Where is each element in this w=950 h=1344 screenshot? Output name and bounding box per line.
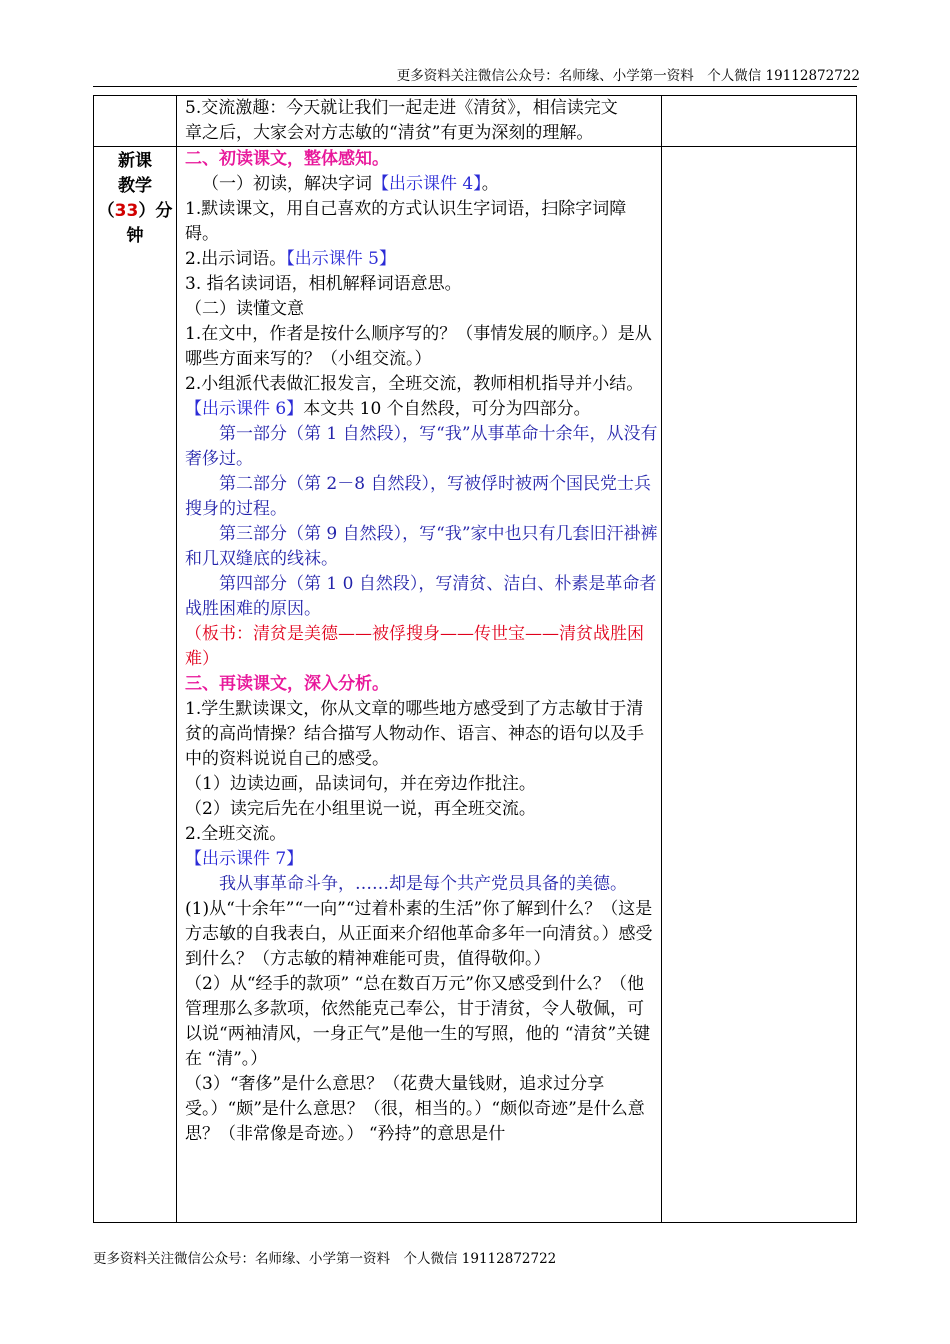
- part-four: 第四部分（第 1 0 自然段），写清贫、洁白、朴素是革命者战胜困难的原因。: [185, 574, 657, 619]
- analysis-1: 1.学生默读课文，你从文章的哪些地方感受到了方志敏甘于清贫的高尚情操？结合描写人物动作、语言、神态的语句以及手中的资料说说自己的感受。: [185, 699, 644, 769]
- analysis-2: 2.全班交流。: [185, 824, 287, 844]
- part-one: 第一部分（第 1 自然段），写“我”从事革命十余年，从没有奢侈过。: [185, 424, 658, 469]
- courseware-6-link: 【出示课件 6】: [185, 399, 304, 419]
- content-cell: [177, 96, 662, 147]
- minutes-value: 33: [114, 201, 139, 221]
- header-rule: [93, 86, 857, 87]
- side-label-line1: 新课: [118, 151, 152, 171]
- section-three-title: 三、再读课文，深入分析。: [185, 674, 389, 694]
- courseware-7-link: 【出示课件 7】: [185, 849, 304, 869]
- courseware-6: 【出示课件 6】本文共 10 个自然段，可分为四部分。: [185, 399, 591, 419]
- activity-1: （1）边读边画，品读词句，并在旁边作批注。: [185, 774, 536, 794]
- part-three: 第三部分（第 9 自然段），写“我”家中也只有几套旧汗褂裤和几双缝底的线袜。: [185, 524, 658, 569]
- intro-line-1: 5.交流激趣：今天就让我们一起走进《清贫》，相信读完文: [185, 98, 618, 118]
- subsection-read: （一）初读，解决字词【出示课件 4】。: [202, 174, 499, 194]
- notes-cell: [662, 96, 857, 147]
- side-cell: [94, 147, 177, 1223]
- intro-line-2: 章之后，大家会对方志敏的“清贫”有更为深刻的理解。: [185, 123, 594, 143]
- question-2: 2.小组派代表做汇报发言，全班交流，教师相机指导并小结。: [185, 374, 644, 394]
- page-footer: 更多资料关注微信公众号：名师缘、小学第一资料 个人微信 19112872722: [93, 1251, 557, 1267]
- activity-2: （2）读完后先在小组里说一说，再全班交流。: [185, 799, 536, 819]
- table-row: [94, 147, 857, 1223]
- discussion-2: （2）从“经手的款项” “总在数百万元”你又感受到什么？（他管理那么多款项，依然能克己奉公，甘于清贫，令人敬佩，可以说“两袖清风，一身正气”是他一生的写照，他的 “清贫”关键在 “清”。）: [185, 974, 651, 1069]
- discussion-3: （3）“奢侈”是什么意思？（花费大量钱财，追求过分享受。）“颇”是什么意思？（很，相当的。）“颇似奇迹”是什么意思？（非常像是奇迹。） “矜持”的意思是什: [185, 1074, 645, 1144]
- subsection-understand: （二）读懂文意: [185, 299, 304, 319]
- board-note: （板书：清贫是美德——被俘搜身——传世宝——清贫战胜困难）: [185, 624, 644, 669]
- step-2: 2.出示词语。【出示课件 5】: [185, 249, 396, 269]
- side-label-line2: 教学: [118, 176, 152, 196]
- question-1: 1.在文中，作者是按什么顺序写的？（事情发展的顺序。）是从哪些方面来写的？（小组交流。）: [185, 324, 652, 369]
- content-cell: [177, 147, 662, 1223]
- courseware-4-link: 【出示课件 4】: [372, 174, 482, 194]
- part-two: 第二部分（第 2－8 自然段），写被俘时被两个国民党士兵搜身的过程。: [185, 474, 651, 519]
- lesson-plan-table: [93, 95, 857, 1223]
- side-label-line4: 钟: [126, 226, 144, 246]
- side-label-time: （33）分: [97, 201, 173, 221]
- courseware-5-link: 【出示课件 5】: [286, 249, 396, 269]
- step-3: 3. 指名读词语，相机解释词语意思。: [185, 274, 462, 294]
- section-two-title: 二、初读课文，整体感知。: [185, 149, 389, 169]
- side-cell-empty: [94, 96, 177, 147]
- notes-cell: [662, 147, 857, 1223]
- step-1: 1.默读课文，用自己喜欢的方式认识生字词语，扫除字词障碍。: [185, 199, 627, 244]
- page-header: 更多资料关注微信公众号：名师缘、小学第一资料 个人微信 19112872722: [396, 68, 860, 84]
- discussion-1: (1)从“十余年”“一向”“过着朴素的生活”你了解到什么？（这是方志敏的自我表白，从正面来介绍他革命多年一向清贫。）感受到什么？（方志敏的精神难能可贵，值得敬仰。）: [185, 899, 653, 969]
- quote-text: 我从事革命斗争，……却是每个共产党员具备的美德。: [219, 874, 627, 894]
- table-row: [94, 96, 857, 147]
